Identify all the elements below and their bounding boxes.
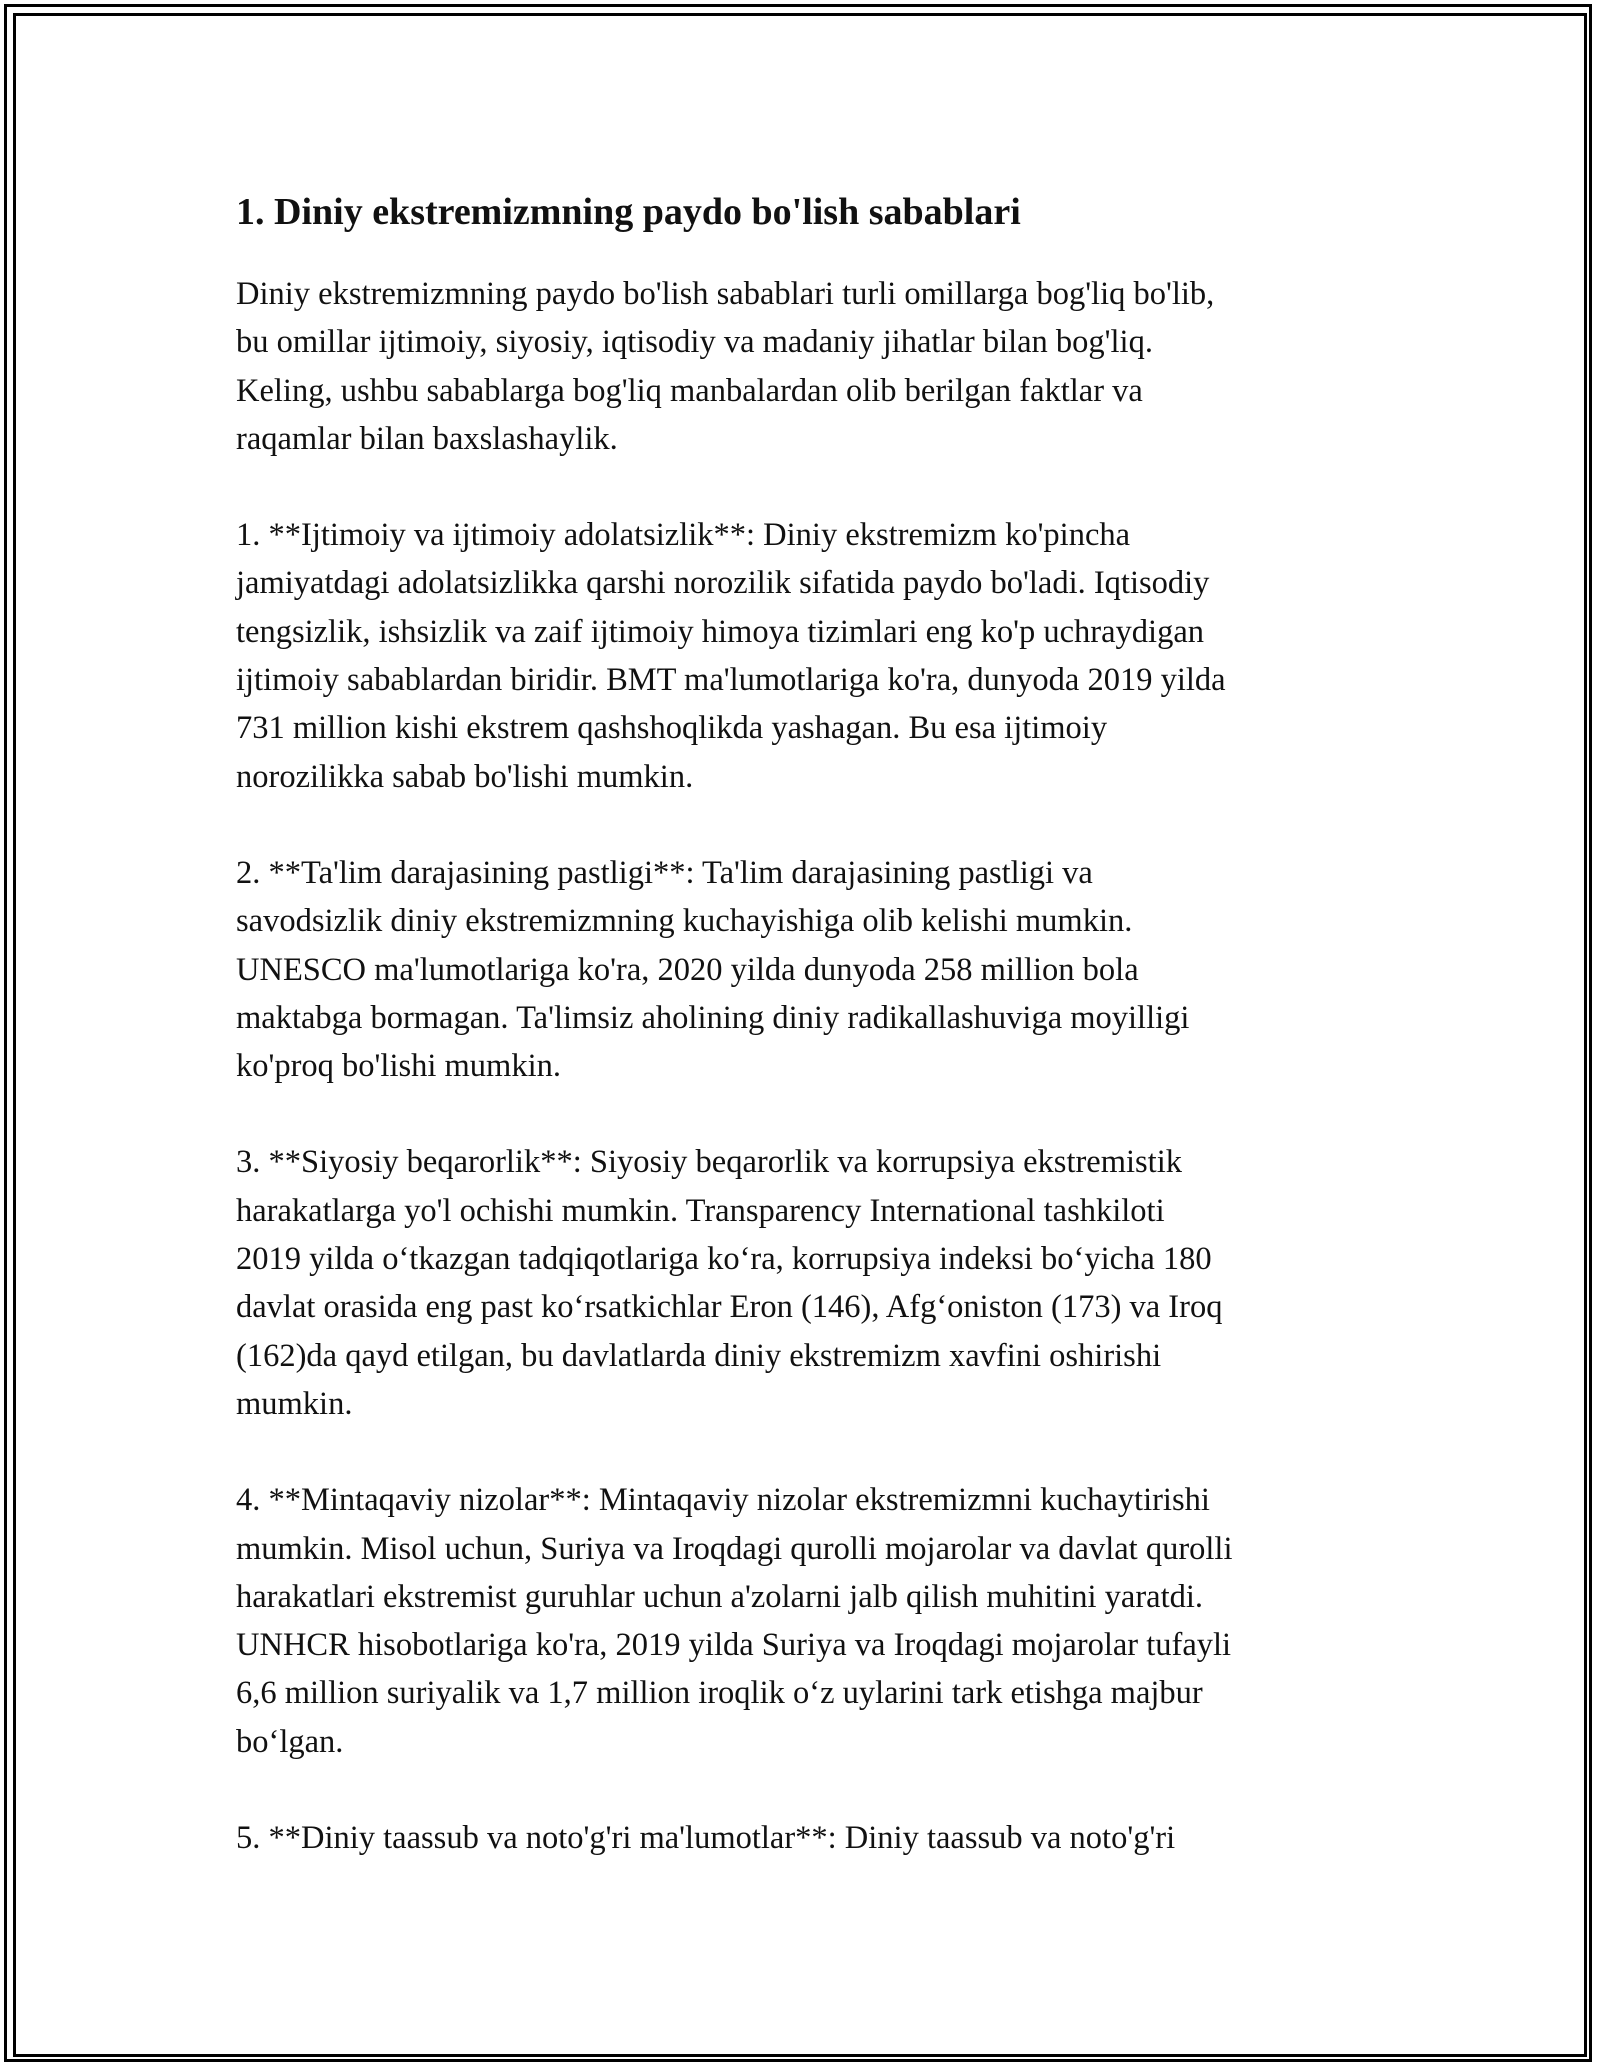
text-line: UNESCO ma'lumotlariga ko'ra, 2020 yilda dunyoda 258 million bola: [236, 951, 1139, 988]
text-line: tengsizlik, ishsizlik va zaif ijtimoiy himoya tizimlari eng ko'p uchraydigan: [236, 613, 1205, 650]
list-item-5: [236, 1814, 1376, 1862]
text-line: harakatlari ekstremist guruhlar uchun a'zolarni jalb qilish muhitini yaratdi.: [236, 1578, 1204, 1615]
text-line: 6,6 million suriyalik va 1,7 million iroqlik o‘z uylarini tark etishga majbur: [236, 1675, 1203, 1712]
list-item-2: [236, 849, 1376, 1090]
text-line: 3. **Siyosiy beqarorlik**: Siyosiy beqarorlik va korrupsiya ekstremistik: [236, 1144, 1182, 1181]
text-line: norozilikka sabab bo'lishi mumkin.: [236, 758, 694, 795]
text-line: 731 million kishi ekstrem qashshoqlikda yashagan. Bu esa ijtimoiy: [236, 710, 1108, 747]
text-line: jamiyatdagi adolatsizlikka qarshi norozilik sifatida paydo bo'ladi. Iqtisodiy: [236, 565, 1210, 602]
list-item-4: [236, 1476, 1376, 1766]
text-line: ijtimoiy sabablardan biridir. BMT ma'lumotlariga ko'ra, dunyoda 2019 yilda: [236, 662, 1226, 699]
text-line: bu omillar ijtimoiy, siyosiy, iqtisodiy va madaniy jihatlar bilan bog'liq.: [236, 324, 1153, 361]
list-item-3: [236, 1138, 1376, 1428]
text-line: davlat orasida eng past ko‘rsatkichlar Eron (146), Afg‘oniston (173) va Iroq: [236, 1289, 1223, 1326]
text-line: 4. **Mintaqaviy nizolar**: Mintaqaviy nizolar ekstremizmni kuchaytirishi: [236, 1482, 1210, 1519]
document-page: [236, 188, 1376, 1910]
text-line: Keling, ushbu sabablarga bog'liq manbalardan olib berilgan faktlar va: [236, 372, 1143, 409]
text-line: (162)da qayd etilgan, bu davlatlarda diniy ekstremizm xavfini oshirishi: [236, 1337, 1162, 1374]
intro-paragraph: [236, 270, 1376, 463]
text-line: Diniy ekstremizmning paydo bo'lish sabablari turli omillarga bog'liq bo'lib,: [236, 276, 1215, 312]
section-heading: 1. Diniy ekstremizmning paydo bo'lish sabablari: [236, 191, 1021, 233]
document-body: [236, 270, 1376, 1862]
text-line: mumkin. Misol uchun, Suriya va Iroqdagi qurolli mojarolar va davlat qurolli: [236, 1530, 1233, 1567]
text-line: maktabga bormagan. Ta'limsiz aholining diniy radikallashuviga moyilligi: [236, 999, 1190, 1036]
list-item-1: [236, 511, 1376, 801]
text-line: 2019 yilda o‘tkazgan tadqiqotlariga ko‘ra, korrupsiya indeksi bo‘yicha 180: [236, 1241, 1212, 1278]
text-line: bo‘lgan.: [236, 1723, 344, 1760]
text-line: raqamlar bilan baxslashaylik.: [236, 420, 618, 457]
text-line: mumkin.: [236, 1385, 353, 1422]
text-line: 1. **Ijtimoiy va ijtimoiy adolatsizlik**: Diniy ekstremizm ko'pincha: [236, 517, 1131, 554]
text-line: harakatlarga yo'l ochishi mumkin. Transparency International tashkiloti: [236, 1192, 1165, 1229]
text-line: savodsizlik diniy ekstremizmning kuchayishiga olib kelishi mumkin.: [236, 903, 1133, 940]
text-line: ko'proq bo'lishi mumkin.: [236, 1048, 561, 1085]
text-line: UNHCR hisobotlariga ko'ra, 2019 yilda Suriya va Iroqdagi mojarolar tufayli: [236, 1627, 1232, 1664]
text-line: 2. **Ta'lim darajasining pastligi**: Ta'lim darajasining pastligi va: [236, 854, 1093, 891]
text-line: 5. **Diniy taassub va noto'g'ri ma'lumotlar**: Diniy taassub va noto'g'ri: [236, 1820, 1176, 1857]
